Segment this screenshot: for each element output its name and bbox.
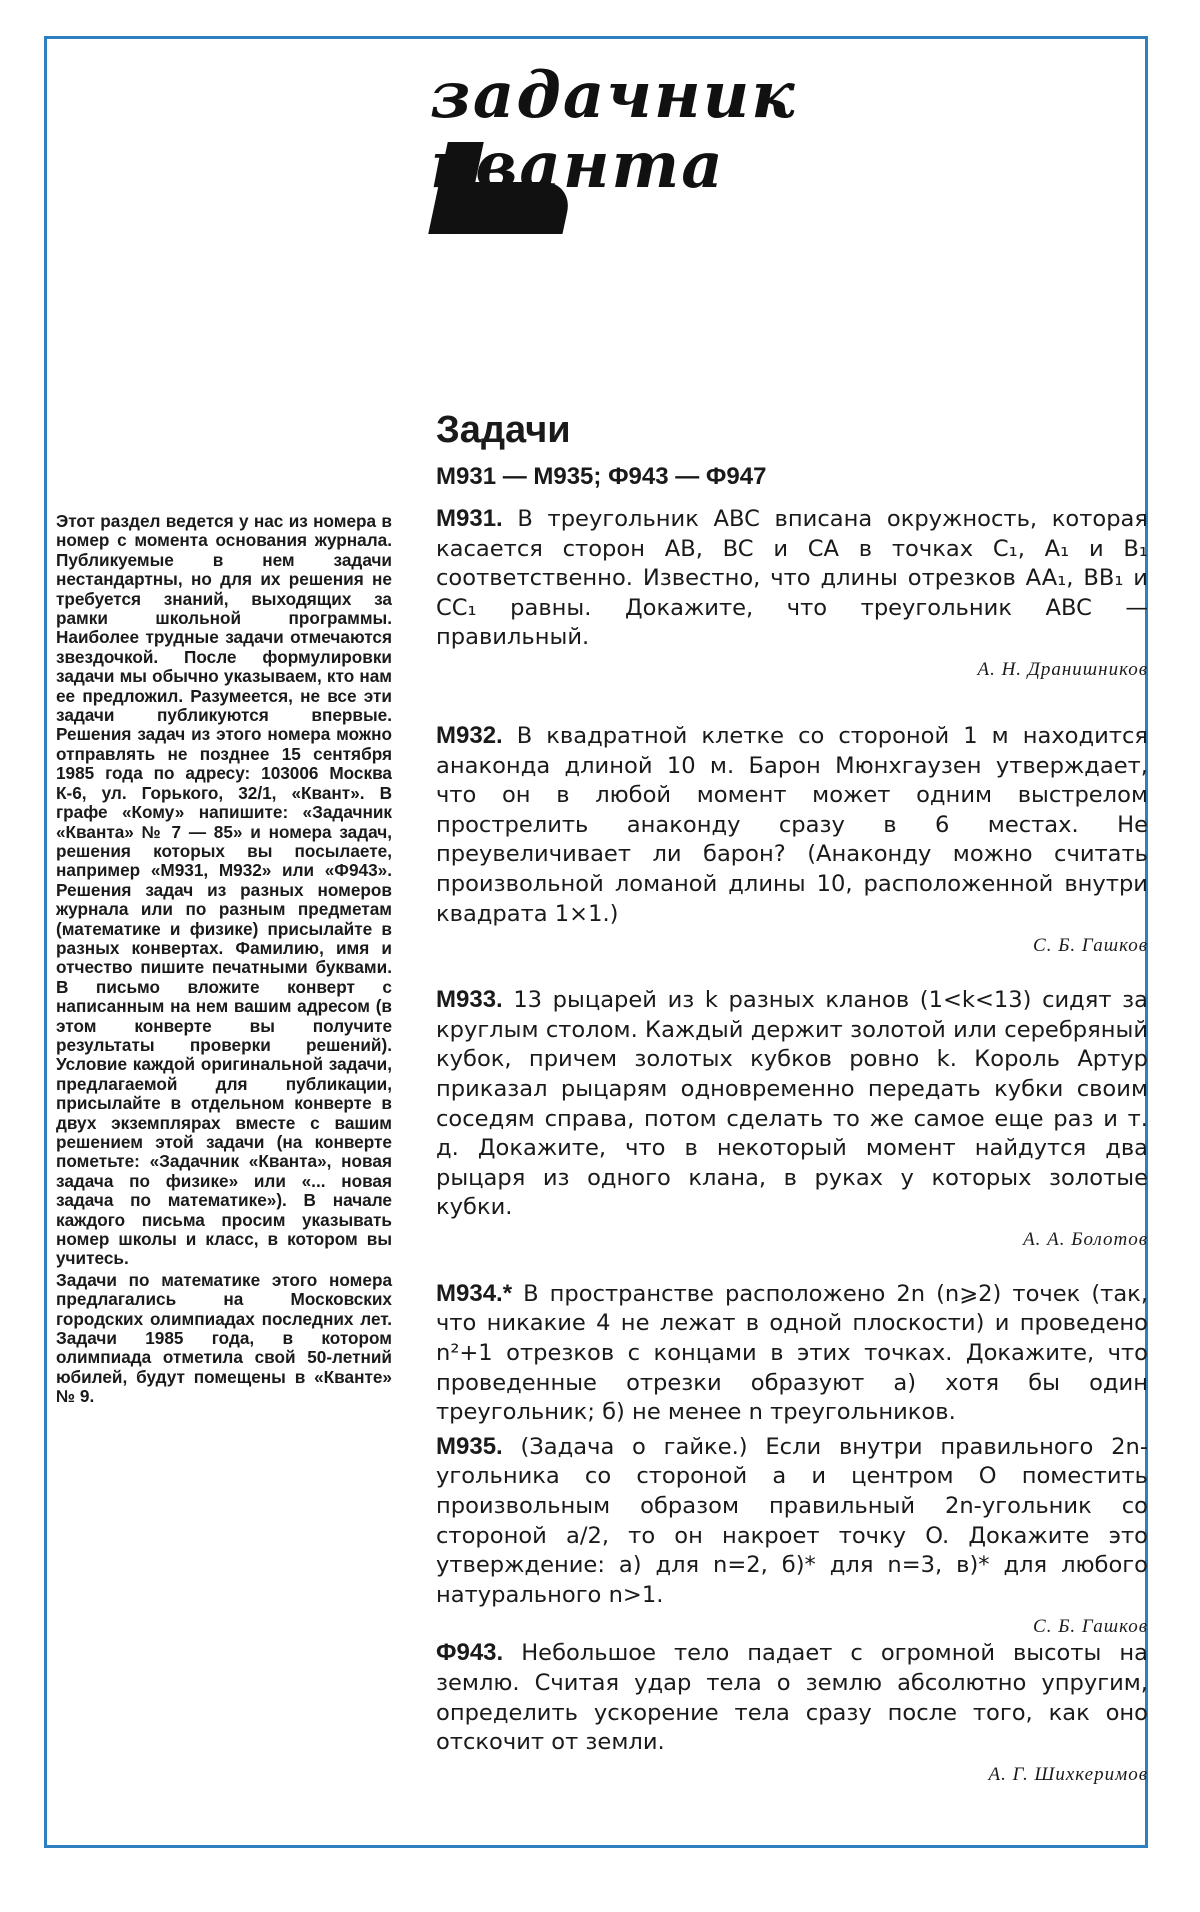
sidebar-paragraph: Задачи по математике этого номера предлагались на Московских городских олимпиадах последних лет. Задачи 1985 года, в котором олимпиада отметила свой 50-летний юбилей, будут помещены в «Кванте» № 9.: [56, 1269, 392, 1407]
problem-text: В квадратной клетке со стороной 1 м находится анаконда длиной 10 м. Барон Мюнхгаузен утверждает, что он в любой момент может одним выстрелом прострелить анаконду сразу в 6 местах. Не преувеличивает ли барон? (Анаконду можно считать произвольной ломаной длины 10, расположенной внутри квадрата 1×1.): [436, 722, 1148, 927]
problem-code: М935.: [436, 1432, 503, 1460]
problem-text: 13 рыцарей из k разных кланов (1<k<13) сидят за круглым столом. Каждый держит золотой или серебряный кубок, причем золотых кубков ровно k. Король Артур приказал рыцарям одновременно передать кубки своим соседям справа, потом сделать то же самое еще раз и т. д. Докажите, что в некоторый момент найдутся два рыцаря из одного клана, в руках у которых золотые кубки.: [436, 987, 1149, 1221]
problem-text: Небольшое тело падает с огромной высоты на землю. Считая удар тела о землю абсолютно упругим, определить ускорение тела сразу после того, как оно отскочит от земли.: [436, 1640, 1148, 1756]
problem-code: М933.: [436, 986, 503, 1014]
problem-m933: [436, 985, 1148, 1251]
problem-f943: [436, 1638, 1148, 1785]
masthead-line2: кванта: [430, 128, 725, 203]
problem-code: М934.*: [436, 1279, 513, 1307]
section-title: Задачи: [436, 409, 571, 451]
problem-m932: [436, 721, 1148, 957]
problem-text: (Задача о гайке.) Если внутри правильного 2n-угольника со стороной a и центром O поместить произвольным образом правильный 2n-угольник со стороной a/2, то он накроет точку O. Докажите это утверждение: а) для n=2, б)* для n=3, в)* для любого натурального n>1.: [436, 1433, 1149, 1608]
problem-code: Ф943.: [436, 1639, 504, 1667]
problem-m934: [436, 1279, 1148, 1428]
sidebar-paragraph: Этот раздел ведется у нас из номера в номер с момента основания журнала. Публикуемые в нем задачи нестандартны, но для их решения не требуется знаний, выходящих за рамки школьной программы. Наиболее трудные задачи отмечаются звездочкой. После формулировки задачи мы обычно указываем, кто нам ее предложил. Разумеется, не все эти задачи публикуются впервые. Решения задач из этого номера можно отправлять не позднее 15 сентября 1985 года по адресу: 103006 Москва К-6, ул. Горького, 32/1, «Квант». В графе «Кому» напишите: «Задачник «Кванта» № 7 — 85» и номера задач, решения которых вы посылаете, например «М931, М932» или «Ф943». Решения задач из разных номеров журнала или по разным предметам (математике и физике) присылайте в разных конвертах. Фамилию, имя и отчество пишите печатными буквами. В письмо вложите конверт с написанным на нем вашим адресом (в этом конверте вы получите результаты проверки решений). Условие каждой оригинальной задачи, предлагаемой для публикации, присылайте в отдельном конверте в двух экземплярах вместе с вашим решением этой задачи (на конверте пометьте: «Задачник «Кванта», новая задача по физике» или «... новая задача по математике»). В начале каждого письма просим указывать номер школы и класс, в котором вы учитесь.: [56, 511, 392, 1269]
problem-text: В пространстве расположено 2n (n⩾2) точек (так, что никакие 4 не лежат в одной плоскости) и проведено n²+1 отрезков с концами в этих точках. Докажите, что проведенные отрезки образуют а) хотя бы один треугольник; б) не менее n треугольников.: [436, 1280, 1149, 1426]
problem-author: А. Г. Шихкеримов: [988, 1763, 1148, 1785]
problem-author: А. Н. Дранишников: [977, 658, 1148, 680]
sidebar-intro: [56, 512, 392, 1409]
problems-column: [436, 408, 1148, 1786]
section-subtitle: М931 — М935; Ф943 — Ф947: [436, 463, 767, 490]
problem-author: С. Б. Гашков: [1033, 935, 1148, 957]
masthead-line1: задачник: [430, 58, 797, 133]
problem-code: М931.: [436, 505, 503, 532]
problem-author: А. А. Болотов: [1023, 1228, 1148, 1250]
problem-author: С. Б. Гашков: [1033, 1616, 1148, 1638]
problem-m935: [436, 1432, 1148, 1639]
problem-m931: [436, 504, 1148, 681]
problem-text: В треугольник ABC вписана окружность, которая касается сторон AB, BC и CA в точках C₁, A₁ и B₁ соответственно. Известно, что длины отрезков AA₁, BB₁ и CC₁ равны. Докажите, что треугольник ABC — правильный.: [436, 506, 1148, 651]
masthead-logo: [430, 58, 850, 228]
problem-code: М932.: [436, 721, 503, 749]
